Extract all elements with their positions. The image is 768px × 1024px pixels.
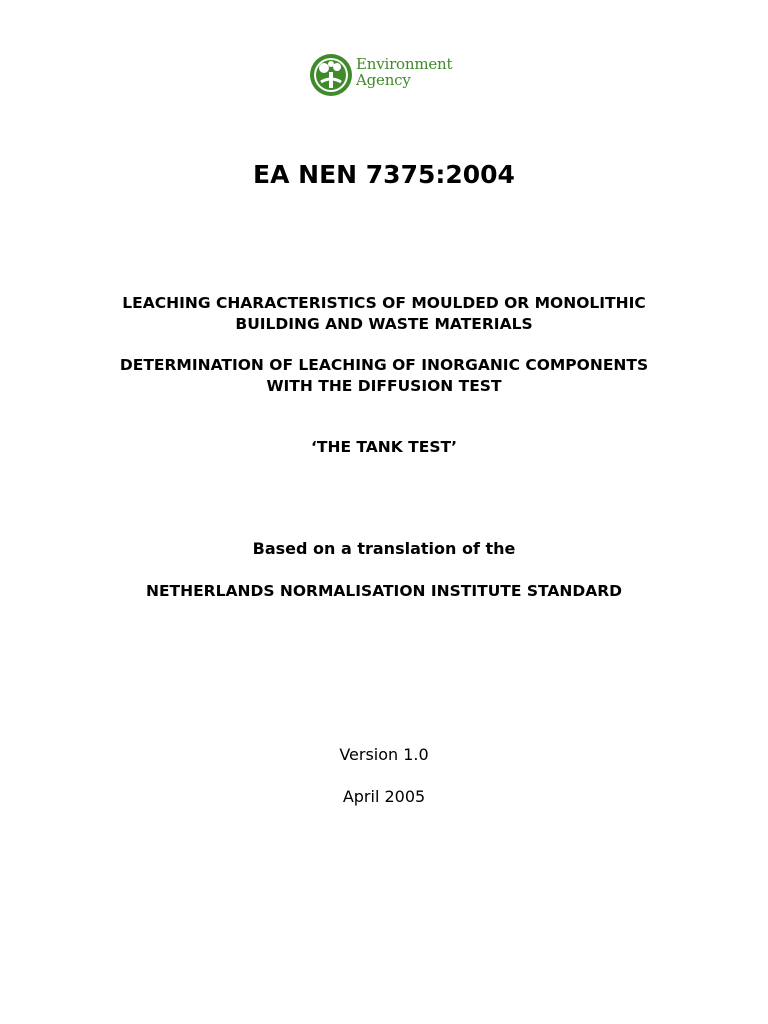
title-line-2: BUILDING AND WASTE MATERIALS	[235, 315, 533, 333]
subtitle-line-2: WITH THE DIFFUSION TEST	[266, 377, 502, 395]
environment-agency-emblem-icon	[308, 52, 354, 98]
basis-intro: Based on a translation of the	[252, 539, 516, 558]
title-line-1: LEACHING CHARACTERISTICS OF MOULDED OR MONOLITHIC	[122, 294, 646, 312]
document-code: EA NEN 7375:2004	[253, 160, 515, 189]
logo-text-line2: Agency	[356, 71, 411, 89]
logo-wordmark	[356, 56, 452, 88]
date-label: April 2005	[342, 787, 426, 806]
tank-test-label: ‘THE TANK TEST’	[311, 438, 457, 456]
logo-text-line1: Environment	[356, 55, 453, 73]
basis-standard: NETHERLANDS NORMALISATION INSTITUTE STANDARD	[145, 582, 622, 600]
environment-agency-logo	[308, 52, 468, 98]
version-label: Version 1.0	[339, 745, 429, 764]
subtitle-line-1: DETERMINATION OF LEACHING OF INORGANIC COMPONENTS	[119, 356, 649, 374]
